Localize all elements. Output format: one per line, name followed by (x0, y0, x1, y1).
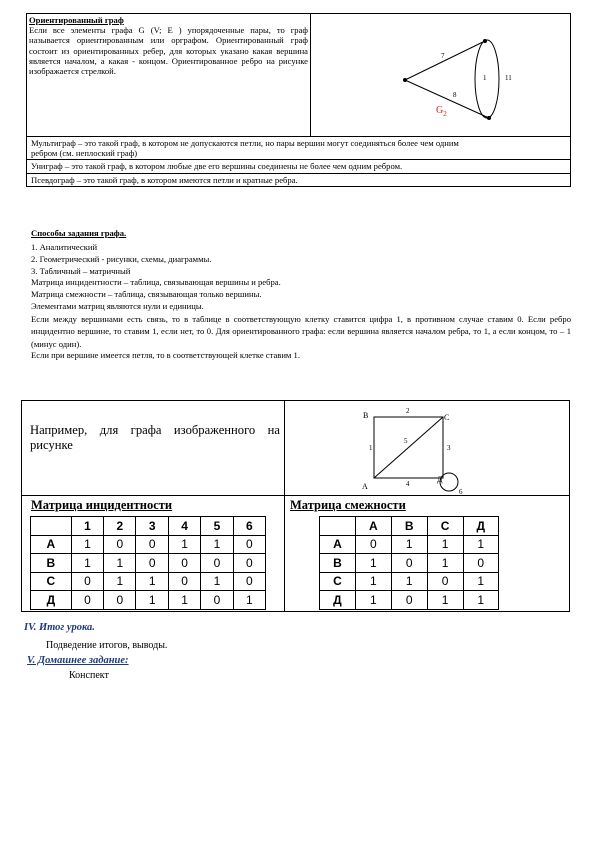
unigraph-text: Униграф – это такой граф, в котором любые две его вершины соединены не более чем одним ребром. (31, 161, 403, 172)
adjacency-cell: 1 (391, 572, 427, 591)
adjacency-cell: 1 (355, 591, 391, 610)
adjacency-row (320, 554, 499, 573)
adjacency-header-cell: С (427, 517, 463, 536)
incidence-header-cell (31, 517, 72, 536)
incidence-cell: 0 (104, 591, 136, 610)
adjacency-matrix (319, 516, 499, 610)
edge-4-label: 4 (406, 480, 410, 488)
incidence-cell: 1 (136, 591, 168, 610)
incidence-cell: 0 (136, 535, 168, 554)
vertex-d-label: Д (437, 475, 443, 484)
unigraph-row (27, 160, 570, 173)
oriented-graph-definition (27, 14, 311, 136)
incidence-cell: 0 (136, 554, 168, 573)
incidence-cell: 1 (201, 572, 233, 591)
adjacency-cell: 1 (463, 535, 499, 554)
oriented-graph-figure (311, 14, 569, 136)
incidence-row-label: Д (31, 591, 72, 610)
adjacency-row-label: А (320, 535, 356, 554)
incidence-cell: 1 (168, 591, 200, 610)
adjacency-cell: 1 (427, 554, 463, 573)
adjacency-cell: 0 (427, 572, 463, 591)
incidence-header-cell: 2 (104, 517, 136, 536)
example-text: Например, для графа изображенного на рисунке (30, 423, 280, 452)
adjacency-cell: 0 (463, 554, 499, 573)
elements-line: Элементами матриц являются нули и единицы. (31, 300, 204, 311)
adjacency-cell: 0 (391, 554, 427, 573)
vertex-left (403, 78, 407, 82)
vertex-bottom (487, 116, 491, 120)
incidence-cell: 0 (168, 554, 200, 573)
incidence-row (31, 572, 266, 591)
graph-loop (440, 473, 458, 491)
adjacency-title: Матрица смежности (290, 498, 406, 512)
label-edge-right1: 1 (483, 74, 487, 82)
adjacency-header-cell (320, 517, 356, 536)
adjacency-cell: 1 (391, 535, 427, 554)
incidence-cell: 0 (233, 535, 265, 554)
multigraph-row (27, 137, 570, 160)
adjacency-header-cell: Д (463, 517, 499, 536)
incidence-cell: 0 (104, 535, 136, 554)
edge-arc (475, 40, 499, 118)
incidence-cell: 1 (71, 554, 103, 573)
incidence-header-cell: 1 (71, 517, 103, 536)
graph-name-g2: $G_2$ (436, 105, 447, 118)
adjacency-cell: 1 (427, 535, 463, 554)
incidence-cell: 1 (168, 535, 200, 554)
adjacency-row-label: В (320, 554, 356, 573)
pseudograph-row (27, 174, 570, 186)
example-graph-figure (352, 403, 492, 495)
adjacency-header-cell: А (355, 517, 391, 536)
incidence-cell: 1 (71, 535, 103, 554)
edge-top (405, 41, 485, 80)
incidence-cell: 0 (233, 572, 265, 591)
adjacency-header-cell: В (391, 517, 427, 536)
label-edge-bottom: 8 (453, 91, 457, 99)
incidence-row (31, 535, 266, 554)
definition-text: Если все элементы графа G (V; E ) упорядоченные пары, то граф называется ориентированным или орграфом. Ориентированный граф состоит из ориентированных ребер, для которых указано какая вершина является началом, а какая - концом. Ориентированное ребро на рисунке изображается стрелкой. (29, 25, 308, 77)
adjacency-row (320, 535, 499, 554)
adjacency-line: Матрица смежности – таблица, связывающая только вершины. (31, 289, 262, 300)
incidence-cell: 0 (71, 572, 103, 591)
vertex-a-label: A (362, 482, 368, 491)
vertex-top (483, 39, 487, 43)
method-item-2: 2. Геометрический - рисунки, схемы, диаграммы. (31, 253, 212, 264)
label-edge-right2: 11 (505, 74, 512, 82)
edge-1-label: 1 (369, 444, 373, 452)
adjacency-cell: 1 (355, 572, 391, 591)
rules-paragraph: Если между вершинами есть связь, то в таблице в соответствующую клетку ставится цифра 1, в противном случае ставим 0. Если ребро инцидентно вершине, то ставим 1, если нет, то 0. Для ориентированного графа: если вершина является началом ребра, то 1, а если концом, то – 1 (минус один). (31, 313, 571, 349)
incidence-cell: 0 (233, 554, 265, 573)
adjacency-cell: 1 (463, 572, 499, 591)
incidence-header-cell: 6 (233, 517, 265, 536)
edge-5-label: 5 (404, 437, 408, 445)
summary-heading: IV. Итог урока. (24, 622, 95, 633)
adjacency-cell: 1 (427, 591, 463, 610)
example-table (21, 400, 570, 612)
graph-diagonal (374, 417, 443, 478)
incidence-cell: 0 (201, 591, 233, 610)
homework-text: Конспект (69, 670, 109, 681)
incidence-header-cell: 3 (136, 517, 168, 536)
vertex-b-label: B (363, 411, 369, 420)
incidence-header-cell: 4 (168, 517, 200, 536)
incidence-line: Матрица инцидентности – таблица, связывающая вершины и ребра. (31, 277, 281, 288)
adjacency-row-label: Д (320, 591, 356, 610)
incidence-cell: 1 (136, 572, 168, 591)
incidence-cell: 1 (233, 591, 265, 610)
adjacency-header-row (320, 517, 499, 536)
incidence-row-label: С (31, 572, 72, 591)
incidence-row (31, 554, 266, 573)
incidence-title: Матрица инцидентности (31, 498, 173, 512)
incidence-cell: 0 (168, 572, 200, 591)
adjacency-cell: 1 (355, 554, 391, 573)
incidence-header-cell: 5 (201, 517, 233, 536)
edge-2-label: 2 (406, 407, 410, 415)
definition-title: Ориентированный граф (29, 15, 124, 25)
vertex-c-label: C (444, 413, 450, 422)
adjacency-cell: 1 (463, 591, 499, 610)
summary-text: Подведение итогов, выводы. (46, 640, 168, 651)
incidence-row (31, 591, 266, 610)
incidence-header-row (31, 517, 266, 536)
multigraph-text: Мультиграф – это такой граф, в котором не допускаются петли, но пары вершин могут соединяться более чем одним ребром (см. неплоский граф) (31, 138, 459, 159)
incidence-cell: 1 (104, 572, 136, 591)
methods-title: Способы задания графа. (31, 228, 127, 238)
adjacency-row (320, 572, 499, 591)
methods-body (31, 242, 571, 360)
label-edge-top: 7 (441, 52, 445, 60)
edge-6-label: 6 (459, 488, 463, 495)
method-item-3: 3. Табличный – матричный (31, 265, 131, 276)
oriented-graph-row (27, 14, 570, 137)
adjacency-row (320, 591, 499, 610)
incidence-matrix (30, 516, 266, 610)
edge-3-label: 3 (447, 444, 451, 452)
method-item-1: 1. Аналитический (31, 242, 98, 252)
adjacency-row-label: С (320, 572, 356, 591)
incidence-row-label: А (31, 535, 72, 554)
incidence-cell: 1 (104, 554, 136, 573)
incidence-cell: 0 (201, 554, 233, 573)
homework-heading: V. Домашнее задание: (27, 655, 129, 666)
loop-line: Если при вершине имеется петля, то в соответствующей клетке ставим 1. (31, 350, 300, 360)
incidence-cell: 0 (71, 591, 103, 610)
definitions-table (26, 13, 571, 187)
incidence-row-label: В (31, 554, 72, 573)
pseudograph-text: Псевдограф – это такой граф, в котором имеются петли и кратные ребра. (31, 174, 298, 185)
incidence-cell: 1 (201, 535, 233, 554)
adjacency-cell: 0 (355, 535, 391, 554)
adjacency-cell: 0 (391, 591, 427, 610)
